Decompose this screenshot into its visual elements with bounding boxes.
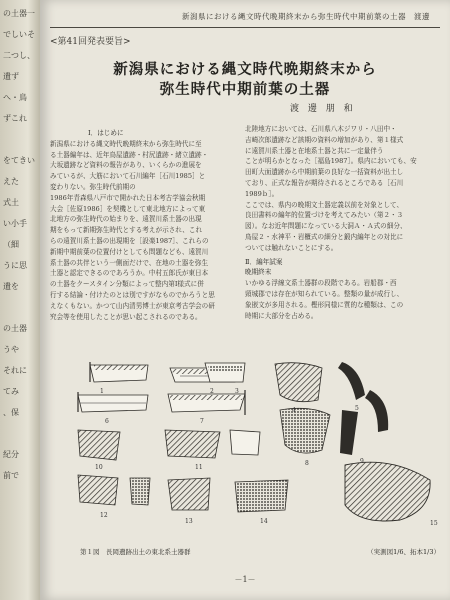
sherd-9 [340,390,388,455]
left-column-line: 変わりない。弥生時代前期の [50,182,136,191]
right-column [245,124,435,321]
figure-number-label: 1 [100,388,104,395]
previous-page-line: 遺を [3,282,19,291]
figure-number-label: 7 [200,418,204,425]
right-column-line: 図）。なお近年問題になっている大洞Ａ・Ａ式の細分、 [245,222,407,231]
section-heading-chronology: Ⅱ．編年試案 [245,257,283,266]
left-column-line: る土器編年は、近年鳥屋遺跡・村尻遺跡・緒立遺跡・ [50,150,209,159]
pottery-sherds-drawing [60,360,445,535]
left-column-line: 新期中期前葉の位置付けとしても問題なども、遠賀川 [50,247,209,256]
left-column-line: 1986年青森県八戸市で開かれた日本考古学協会秋期 [50,193,206,202]
right-column-line: ことが明らかとなった［福島1987］。県内においても、安 [245,157,417,166]
figure-number-label: 11 [195,464,203,471]
previous-page-line: 前で [3,471,19,480]
figure-number-label: 13 [185,518,193,525]
article-title-line-2: 弥生時代中期前葉の土器 [159,81,331,98]
header-rule [50,27,440,28]
figure-number-label: 10 [95,464,103,471]
previous-page-line: それに [3,366,27,375]
previous-page-line: へ・鳥 [3,93,27,102]
right-column-line: ついては触れないことにする。 [245,243,338,252]
right-column-line: 時期に大部分を占める。 [245,311,318,320]
figure-number-label: 6 [105,418,109,425]
right-column-line: 吉崎次郎遺跡など該期の資料の増加があり、第１様式 [245,135,404,144]
left-column-line: 行する結論・付けたのとは別ですがなものでかろうと思 [50,290,215,299]
left-column-line: えなくもない。かつて山内清男博士が東京考古学会の研 [50,301,215,310]
figure-number-label: 3 [235,388,239,395]
right-column-line: ており、正式な報告が期待されるところである［石川 [245,178,404,187]
sherd-3 [205,363,245,382]
sherd-1 [90,362,148,382]
author-name: 渡 邊 朋 和 [290,104,356,114]
left-column-line: 大坂遺跡など資料の報告があり、いくらかの進展を [50,161,202,170]
left-column-line: 究会等を使用したことが思い起こされるのである。 [50,312,202,321]
right-column-line: 良田書料の編年的位置づけを考えてみたい（第２・３ [245,211,404,220]
right-column-line: 北陸地方においては、石川県八木ジワリ・八田中・ [245,125,397,133]
previous-page-line: （細 [3,240,19,249]
previous-page-line: でしいそ [3,30,35,39]
left-column-line: 期をもって新期弥生時代とする考えが示され、これ [50,226,203,235]
sherd-4 [275,363,322,402]
right-column-line: ここでは、県内の晩期文土器定義以前を対象として、 [245,200,404,209]
left-column-line: 北地方の弥生時代の始まりを、遠賀川系土器の出現 [50,215,202,224]
previous-page-line: い小手 [3,219,27,228]
left-column-line: らの遠賀川系土器の出現期を［設楽1987］、これらの [50,236,209,245]
left-column-line: 新潟県における縄文時代晩期終末から弥生時代に至 [50,139,202,148]
figure-scale-note: （実測図1/6、拓本1/3） [367,548,440,556]
right-column-line: 1989ｂ］。 [245,189,279,198]
figure-pottery-drawings [60,360,445,535]
left-column-line: 土器と認定できるのであろうか。中村五郎氏が東日本 [50,269,209,278]
left-column-line: みているが、大筋において石川編年［石川1985］と [50,172,206,181]
previous-page-line: 遺ず [3,72,19,81]
previous-page-line: てみ [3,387,19,396]
previous-page-line: うに思 [3,261,27,270]
subsection-heading-late-final: 晩期終末 [245,268,272,277]
sherd-15 [345,462,430,521]
figure-number-label: 15 [430,520,438,527]
sherd-14 [235,480,288,512]
left-column-line: 系土器の共伴という一側面だけで、在地の土器を弥生 [50,258,209,267]
figure-caption-text: 第１図 長岡遺跡出土の東北系土器群 [80,548,191,556]
previous-page-line: 二つし、 [3,51,35,60]
figure-caption [80,547,440,556]
right-column-line: 田町大面遺跡から中期前葉の良好な一括資料が出土し [245,168,404,177]
sherd-5 [338,362,365,400]
sherd-11 [165,430,260,458]
figure-number-label: 12 [100,512,108,519]
left-column [50,128,232,322]
previous-page-edge [0,0,40,600]
figure-number-label: 2 [210,388,214,395]
running-head: 新潟県における縄文時代晩期終末から弥生時代中期前葉の土器 渡邊 [182,12,430,21]
previous-page-line: 紀分 [3,450,19,459]
right-column-line: いかゆる浮線文系土器群の段階である。岩船郡・西 [245,279,397,288]
previous-page-line: 式土 [3,198,19,207]
previous-page-line: をてきい [3,156,35,165]
right-column-line: に遠賀川系土器と在地系土器と共に一定量伴う [245,146,384,155]
article-title-line-1: 新潟県における縄文時代晩期終末から [113,61,377,78]
previous-page-line: 、保 [3,408,19,417]
left-column-line: の土器をクースタイン分類によって整内第Ⅰ様式に併 [50,280,204,289]
previous-page-line: の土器一 [3,9,35,18]
sherd-7 [168,390,245,415]
section-heading-introduction: Ⅰ．はじめに [88,129,124,137]
page [40,0,450,600]
right-column-line: 頸城郡では存在が知られている。整類の量が成行し、 [245,289,404,298]
session-tag: <第41回発表要旨> [50,37,131,47]
previous-page-line: ずこれ [3,114,27,123]
figure-number-label: 4 [292,407,296,414]
previous-page-line: えた [3,177,19,186]
right-column-line: 鳥屋２・水神平・岩櫃式の細分と鍛内編年との対比に [245,232,404,241]
right-column-line: 象嵌文が多用される。樫形同様に質的な種類は、この [245,300,404,309]
sherd-12 [78,475,150,505]
previous-page-line: うや [3,345,19,354]
page-number: －1－ [234,575,256,584]
previous-page-line: の土器 [3,324,27,333]
sherd-8 [280,408,330,453]
figure-number-label: 9 [360,458,364,465]
figure-number-label: 8 [305,460,309,467]
sherd-13 [168,478,210,510]
sherd-10 [78,430,120,460]
figure-number-label: 5 [355,405,359,412]
sherd-6 [78,392,148,412]
figure-number-label: 14 [260,518,268,525]
left-column-line: 大会［佐原1986］を契機として東北地方によって東 [50,204,206,213]
